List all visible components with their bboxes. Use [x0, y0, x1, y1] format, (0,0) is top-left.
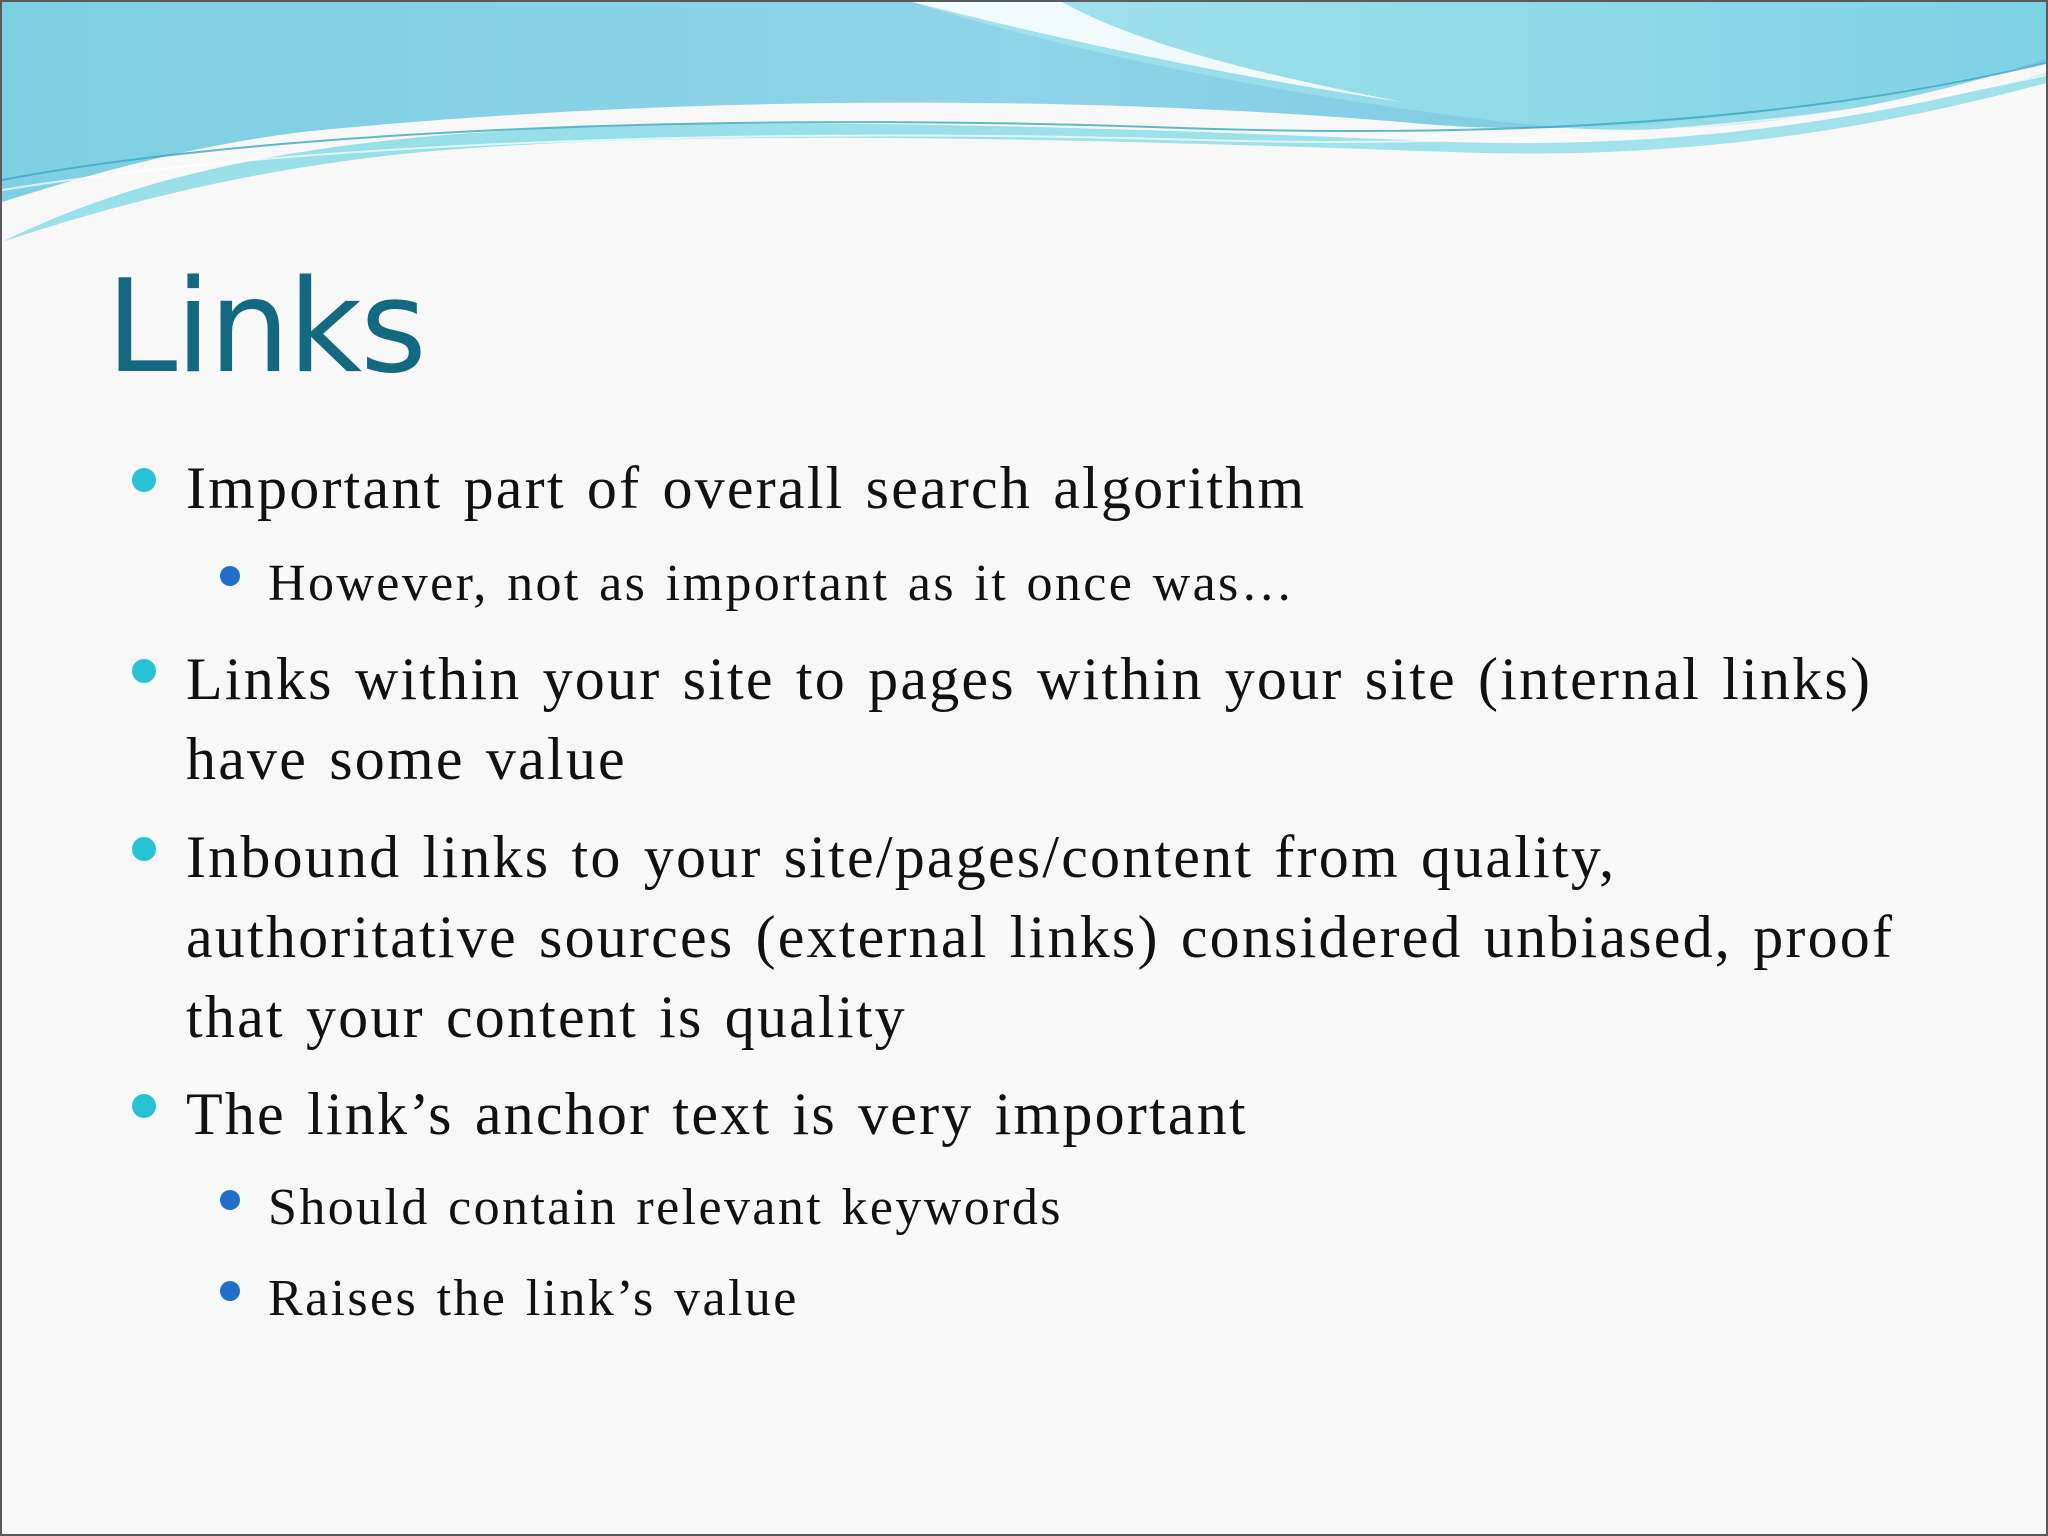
bullet-item — [186, 1074, 1946, 1154]
sub-bullet-item — [268, 550, 1948, 618]
bullet-text: Important part of overall search algorithm — [186, 455, 1307, 521]
bullet-dot-icon — [132, 659, 156, 683]
sub-bullet-dot-icon — [220, 1190, 240, 1210]
bullet-text: The link’s anchor text is very important — [186, 1081, 1248, 1147]
slide-title: Links — [106, 253, 425, 402]
bullet-item — [186, 817, 1946, 1057]
sub-bullet-dot-icon — [220, 1281, 240, 1301]
bullet-item — [186, 639, 1946, 799]
sub-bullet-dot-icon — [220, 566, 240, 586]
sub-bullet-item — [268, 1174, 1948, 1242]
bullet-list — [2, 2, 2048, 1536]
bullet-dot-icon — [132, 1094, 156, 1118]
sub-bullet-item — [268, 1265, 1948, 1333]
sub-bullet-text: However, not as important as it once was… — [268, 555, 1296, 612]
bullet-text: Links within your site to pages within your site (internal links) have some value — [186, 646, 1873, 792]
sub-bullet-text: Should contain relevant keywords — [268, 1179, 1063, 1236]
sub-bullet-text: Raises the link’s value — [268, 1270, 799, 1327]
bullet-dot-icon — [132, 837, 156, 861]
bullet-item — [186, 448, 1946, 528]
bullet-dot-icon — [132, 468, 156, 492]
bullet-text: Inbound links to your site/pages/content from quality, authoritative sources (external links) considered unbiased, proof that your content is quality — [186, 824, 1895, 1050]
